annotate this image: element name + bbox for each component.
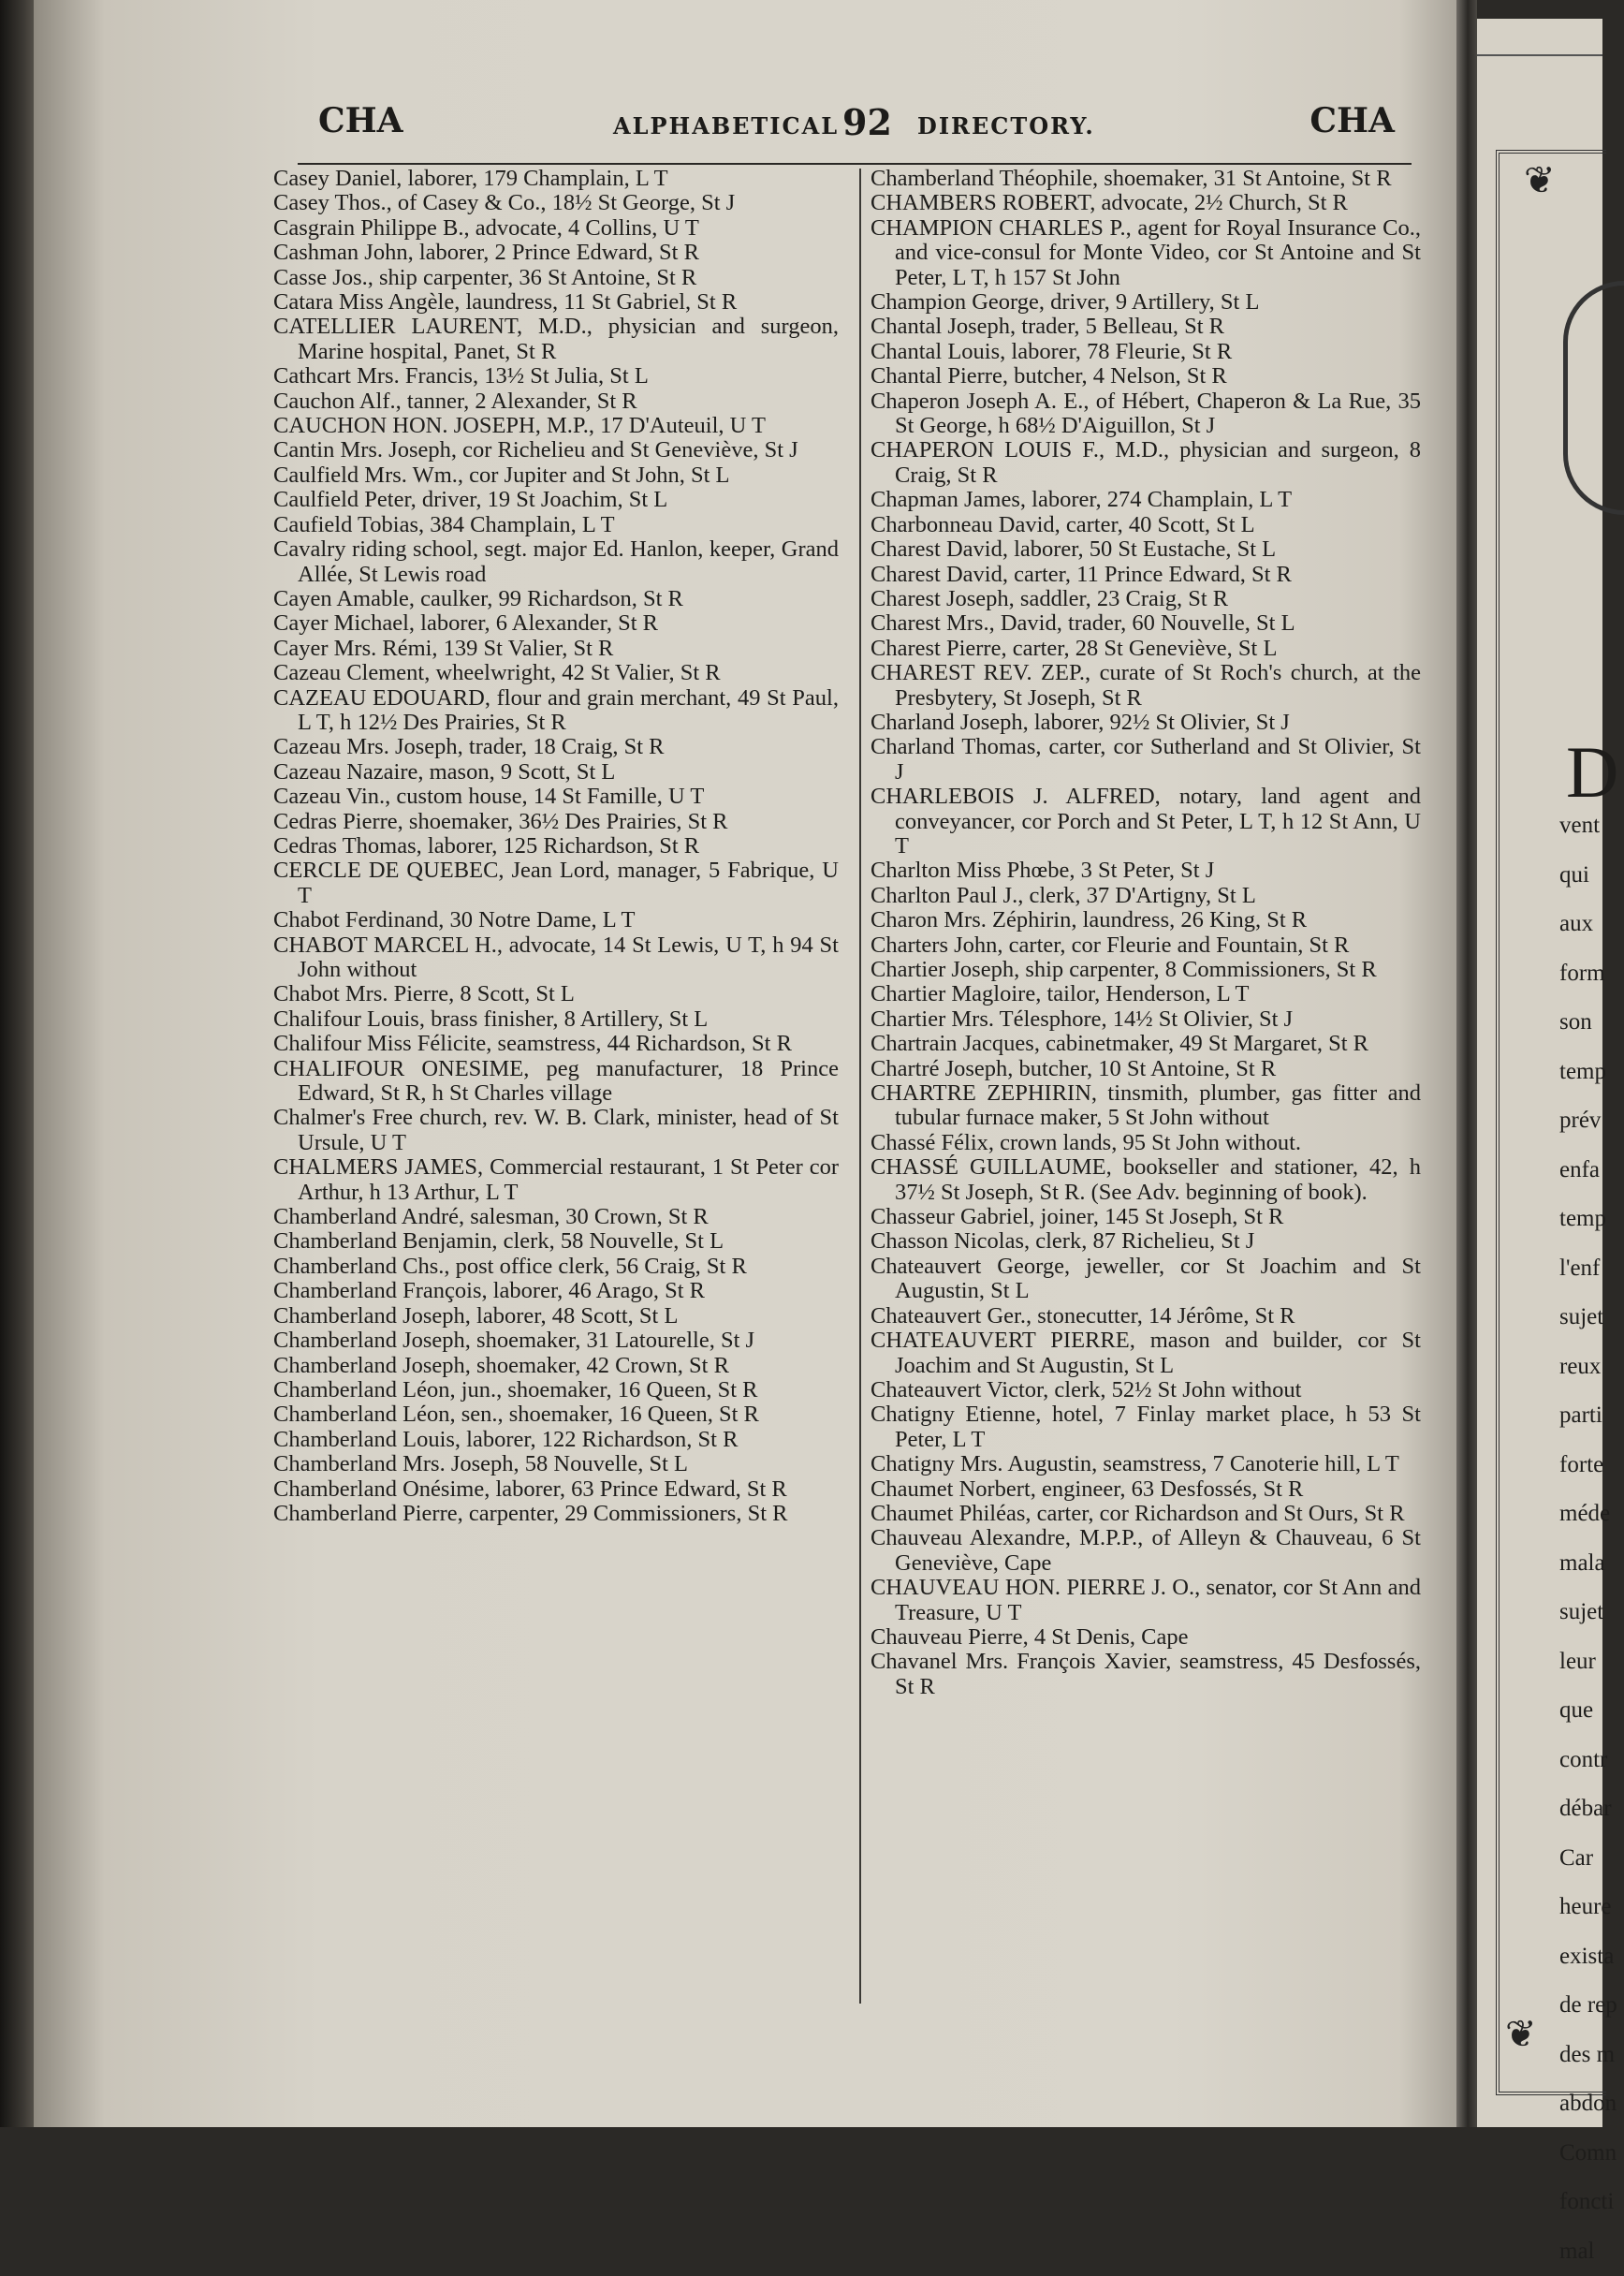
- directory-entry: CHAPERON LOUIS F., M.D., physician and surgeon, 8 Craig, St R: [871, 438, 1421, 488]
- directory-entry: Chasson Nicolas, clerk, 87 Richelieu, St J: [871, 1229, 1421, 1254]
- facing-page-fragment: contr: [1559, 1736, 1606, 1785]
- directory-entry: Cantin Mrs. Joseph, cor Richelieu and St Geneviève, St J: [273, 438, 839, 463]
- directory-entry: Casse Jos., ship carpenter, 36 St Antoine, St R: [273, 266, 839, 290]
- directory-entry: Chantal Joseph, trader, 5 Belleau, St R: [871, 315, 1421, 339]
- directory-entry: CHASSÉ GUILLAUME, bookseller and stationer, 42, h 37½ St Joseph, St R. (See Adv. beginning of book).: [871, 1155, 1421, 1205]
- directory-entry: Chamberland Léon, jun., shoemaker, 16 Queen, St R: [273, 1378, 839, 1402]
- directory-entry: Chassé Félix, crown lands, 95 St John without.: [871, 1131, 1421, 1155]
- directory-entry: CAUCHON HON. JOSEPH, M.P., 17 D'Auteuil, U T: [273, 414, 839, 438]
- directory-entry: Chaumet Philéas, carter, cor Richardson and St Ours, St R: [871, 1502, 1421, 1526]
- drop-cap: D: [1566, 730, 1618, 815]
- directory-entry: Chartier Mrs. Télesphore, 14½ St Olivier, St J: [871, 1007, 1421, 1032]
- directory-entry: CHALMERS JAMES, Commercial restaurant, 1 St Peter cor Arthur, h 13 Arthur, L T: [273, 1155, 839, 1205]
- directory-entry: Chateauvert Victor, clerk, 52½ St John without: [871, 1378, 1421, 1402]
- directory-entry: CHABOT MARCEL H., advocate, 14 St Lewis, U T, h 94 St John without: [273, 933, 839, 983]
- directory-entry: Cayer Michael, laborer, 6 Alexander, St R: [273, 611, 839, 636]
- facing-page-fragment: abdon: [1559, 2079, 1606, 2129]
- directory-entry: Charbonneau David, carter, 40 Scott, St L: [871, 513, 1421, 537]
- directory-entry: Charland Thomas, carter, cor Sutherland and St Olivier, St J: [871, 735, 1421, 785]
- directory-entry: CHARTRE ZEPHIRIN, tinsmith, plumber, gas fitter and tubular furnace maker, 5 St John without: [871, 1081, 1421, 1131]
- facing-page-fragment: temp: [1559, 1195, 1606, 1244]
- facing-page-fragment: exista: [1559, 1932, 1606, 1982]
- directory-entry: Caulfield Mrs. Wm., cor Jupiter and St John, St L: [273, 463, 839, 488]
- corner-ornament-icon: ❦: [1524, 159, 1602, 215]
- left-column: [273, 167, 839, 1526]
- facing-page-fragment: forte: [1559, 1441, 1606, 1490]
- facing-page-fragment: reux: [1559, 1343, 1606, 1392]
- directory-entry: Chabot Mrs. Pierre, 8 Scott, St L: [273, 982, 839, 1006]
- directory-entry: Chatigny Etienne, hotel, 7 Finlay market place, h 53 St Peter, L T: [871, 1402, 1421, 1452]
- directory-entry: CERCLE DE QUEBEC, Jean Lord, manager, 5 Fabrique, U T: [273, 859, 839, 908]
- directory-entry: Casey Thos., of Casey & Co., 18½ St George, St J: [273, 191, 839, 215]
- directory-entry: Chantal Louis, laborer, 78 Fleurie, St R: [871, 340, 1421, 364]
- facing-page-fragment: Car: [1559, 1834, 1606, 1884]
- directory-entry: Champion George, driver, 9 Artillery, St L: [871, 290, 1421, 315]
- directory-entry: Charlton Miss Phœbe, 3 St Peter, St J: [871, 859, 1421, 883]
- directory-entry: Charest David, carter, 11 Prince Edward, St R: [871, 563, 1421, 587]
- directory-entry: Chamberland Benjamin, clerk, 58 Nouvelle, St L: [273, 1229, 839, 1254]
- directory-entry: Chamberland Pierre, carpenter, 29 Commissioners, St R: [273, 1502, 839, 1526]
- directory-entry: CHARLEBOIS J. ALFRED, notary, land agent and conveyancer, cor Porch and St Peter, L T, h 12 St Ann, U T: [871, 785, 1421, 859]
- facing-page-fragment: des m: [1559, 2031, 1606, 2080]
- directory-entry: Cedras Pierre, shoemaker, 36½ Des Prairies, St R: [273, 810, 839, 834]
- directory-entry: Charlton Paul J., clerk, 37 D'Artigny, St L: [871, 884, 1421, 908]
- book-gutter: [1456, 0, 1477, 2127]
- header-rule: [298, 163, 1412, 165]
- directory-entry: Chapman James, laborer, 274 Champlain, L T: [871, 488, 1421, 512]
- facing-page-rule: [1477, 54, 1602, 56]
- directory-entry: Chamberland Théophile, shoemaker, 31 St Antoine, St R: [871, 167, 1421, 191]
- directory-entry: Charest Pierre, carter, 28 St Geneviève, St L: [871, 637, 1421, 661]
- directory-entry: Cathcart Mrs. Francis, 13½ St Julia, St L: [273, 364, 839, 389]
- facing-page-fragment: méde: [1559, 1490, 1606, 1539]
- bottom-ornament-icon: ❦: [1505, 2013, 1537, 2056]
- facing-page-fragment: prév: [1559, 1096, 1606, 1146]
- header-title-right: DIRECTORY.: [917, 112, 1095, 139]
- directory-entry: Chartier Joseph, ship carpenter, 8 Commissioners, St R: [871, 958, 1421, 982]
- directory-entry: CHAMPION CHARLES P., agent for Royal Insurance Co., and vice-consul for Monte Video, cor St Antoine and St Peter, L T, h 157 St John: [871, 216, 1421, 290]
- directory-entry: Charest Mrs., David, trader, 60 Nouvelle, St L: [871, 611, 1421, 636]
- facing-page-fragment: Comn: [1559, 2129, 1606, 2179]
- directory-entry: Chalifour Miss Félicite, seamstress, 44 Richardson, St R: [273, 1032, 839, 1056]
- seal-emblem: [1563, 281, 1624, 515]
- facing-page: [1477, 19, 1602, 2127]
- directory-entry: CHAMBERS ROBERT, advocate, 2½ Church, St R: [871, 191, 1421, 215]
- directory-entry: Chaumet Norbert, engineer, 63 Desfossés, St R: [871, 1477, 1421, 1502]
- facing-page-fragment: sujet: [1559, 1588, 1606, 1637]
- facing-page-fragment: qui: [1559, 851, 1606, 901]
- facing-page-fragment: form: [1559, 949, 1606, 999]
- facing-page-fragment: que: [1559, 1686, 1606, 1736]
- facing-page-fragment: débar: [1559, 1784, 1606, 1834]
- directory-entry: Chartier Magloire, tailor, Henderson, L T: [871, 982, 1421, 1006]
- facing-page-fragment: enfa: [1559, 1146, 1606, 1196]
- directory-entry: Chasseur Gabriel, joiner, 145 St Joseph, St R: [871, 1205, 1421, 1229]
- directory-entry: Casey Daniel, laborer, 179 Champlain, L T: [273, 167, 839, 191]
- directory-entry: Cashman John, laborer, 2 Prince Edward, St R: [273, 241, 839, 265]
- directory-entry: Chavanel Mrs. François Xavier, seamstress, 45 Desfossés, St R: [871, 1650, 1421, 1699]
- directory-entry: CATELLIER LAURENT, M.D., physician and surgeon, Marine hospital, Panet, St R: [273, 315, 839, 364]
- directory-entry: Chamberland Joseph, shoemaker, 42 Crown, St R: [273, 1354, 839, 1378]
- directory-entry: CHATEAUVERT PIERRE, mason and builder, cor St Joachim and St Augustin, St L: [871, 1329, 1421, 1378]
- directory-entry: Chamberland Mrs. Joseph, 58 Nouvelle, St L: [273, 1452, 839, 1476]
- page-header: [300, 101, 1395, 148]
- directory-entry: Chantal Pierre, butcher, 4 Nelson, St R: [871, 364, 1421, 389]
- directory-entry: Charest David, laborer, 50 St Eustache, St L: [871, 537, 1421, 562]
- facing-page-text: [1559, 801, 1606, 2276]
- directory-entry: Cavalry riding school, segt. major Ed. Hanlon, keeper, Grand Allée, St Lewis road: [273, 537, 839, 587]
- header-left-guide: CHA: [318, 101, 403, 140]
- directory-entry: Cauchon Alf., tanner, 2 Alexander, St R: [273, 389, 839, 414]
- facing-page-fragment: mal: [1559, 2227, 1606, 2276]
- facing-page-fragment: foncti: [1559, 2178, 1606, 2227]
- directory-entry: Charters John, carter, cor Fleurie and Fountain, St R: [871, 933, 1421, 958]
- directory-entry: CAZEAU EDOUARD, flour and grain merchant, 49 St Paul, L T, h 12½ Des Prairies, St R: [273, 686, 839, 736]
- directory-entry: Casgrain Philippe B., advocate, 4 Collins, U T: [273, 216, 839, 241]
- directory-entry: Charland Joseph, laborer, 92½ St Olivier, St J: [871, 711, 1421, 735]
- column-divider: [859, 169, 861, 2004]
- directory-entry: Cazeau Nazaire, mason, 9 Scott, St L: [273, 760, 839, 785]
- directory-entry: Catara Miss Angèle, laundress, 11 St Gabriel, St R: [273, 290, 839, 315]
- directory-entry: CHAUVEAU HON. PIERRE J. O., senator, cor St Ann and Treasure, U T: [871, 1576, 1421, 1625]
- facing-page-fragment: de rep: [1559, 1981, 1606, 2031]
- directory-entry: Chamberland Louis, laborer, 122 Richardson, St R: [273, 1428, 839, 1452]
- facing-page-fragment: sujet: [1559, 1293, 1606, 1343]
- directory-entry: Chamberland André, salesman, 30 Crown, St R: [273, 1205, 839, 1229]
- directory-entry: Cayen Amable, caulker, 99 Richardson, St R: [273, 587, 839, 611]
- directory-entry: Charon Mrs. Zéphirin, laundress, 26 King, St R: [871, 908, 1421, 932]
- directory-entry: Chamberland Chs., post office clerk, 56 Craig, St R: [273, 1255, 839, 1279]
- directory-entry: Chabot Ferdinand, 30 Notre Dame, L T: [273, 908, 839, 932]
- directory-entry: Chamberland Joseph, shoemaker, 31 Latourelle, St J: [273, 1329, 839, 1353]
- directory-entry: CHAREST REV. ZEP., curate of St Roch's church, at the Presbytery, St Joseph, St R: [871, 661, 1421, 711]
- page-number: 92: [842, 101, 892, 143]
- directory-entry: Chartrain Jacques, cabinetmaker, 49 St Margaret, St R: [871, 1032, 1421, 1056]
- directory-entry: CHALIFOUR ONESIME, peg manufacturer, 18 Prince Edward, St R, h St Charles village: [273, 1057, 839, 1107]
- directory-entry: Chauveau Alexandre, M.P.P., of Alleyn & Chauveau, 6 St Geneviève, Cape: [871, 1526, 1421, 1576]
- directory-entry: Cazeau Mrs. Joseph, trader, 18 Craig, St R: [273, 735, 839, 759]
- directory-entry: Charest Joseph, saddler, 23 Craig, St R: [871, 587, 1421, 611]
- directory-entry: Chamberland Onésime, laborer, 63 Prince Edward, St R: [273, 1477, 839, 1502]
- directory-entry: Chamberland François, laborer, 46 Arago, St R: [273, 1279, 839, 1303]
- directory-entry: Cedras Thomas, laborer, 125 Richardson, St R: [273, 834, 839, 859]
- directory-entry: Caufield Tobias, 384 Champlain, L T: [273, 513, 839, 537]
- facing-page-fragment: vent: [1559, 801, 1606, 851]
- header-right-guide: CHA: [1309, 101, 1395, 140]
- facing-page-fragment: aux: [1559, 900, 1606, 949]
- directory-entry: Cayer Mrs. Rémi, 139 St Valier, St R: [273, 637, 839, 661]
- directory-entry: Chateauvert Ger., stonecutter, 14 Jérôme, St R: [871, 1304, 1421, 1329]
- directory-entry: Caulfield Peter, driver, 19 St Joachim, St L: [273, 488, 839, 512]
- book-spine: [0, 0, 37, 2127]
- directory-entry: Chalifour Louis, brass finisher, 8 Artillery, St L: [273, 1007, 839, 1032]
- directory-entry: Chateauvert George, jeweller, cor St Joachim and St Augustin, St L: [871, 1255, 1421, 1304]
- directory-entry: Chamberland Joseph, laborer, 48 Scott, St L: [273, 1304, 839, 1329]
- directory-entry: Chatigny Mrs. Augustin, seamstress, 7 Canoterie hill, L T: [871, 1452, 1421, 1476]
- facing-page-fragment: mala: [1559, 1539, 1606, 1589]
- directory-entry: Chartré Joseph, butcher, 10 St Antoine, St R: [871, 1057, 1421, 1081]
- directory-entry: Cazeau Vin., custom house, 14 St Famille, U T: [273, 785, 839, 809]
- directory-entry: Chamberland Léon, sen., shoemaker, 16 Queen, St R: [273, 1402, 839, 1427]
- facing-page-fragment: leur: [1559, 1637, 1606, 1687]
- facing-page-fragment: heure: [1559, 1883, 1606, 1932]
- header-title-left: ALPHABETICAL: [613, 112, 839, 139]
- facing-page-fragment: parti: [1559, 1391, 1606, 1441]
- right-column: [871, 167, 1421, 1699]
- facing-page-fragment: son: [1559, 998, 1606, 1048]
- directory-entry: Cazeau Clement, wheelwright, 42 St Valier, St R: [273, 661, 839, 685]
- directory-entry: Chaperon Joseph A. E., of Hébert, Chaperon & La Rue, 35 St George, h 68½ D'Aiguillon, St J: [871, 389, 1421, 439]
- facing-page-fragment: temp: [1559, 1048, 1606, 1097]
- facing-page-fragment: l'enf: [1559, 1244, 1606, 1294]
- directory-entry: Chauveau Pierre, 4 St Denis, Cape: [871, 1625, 1421, 1650]
- directory-entry: Chalmer's Free church, rev. W. B. Clark, minister, head of St Ursule, U T: [273, 1106, 839, 1155]
